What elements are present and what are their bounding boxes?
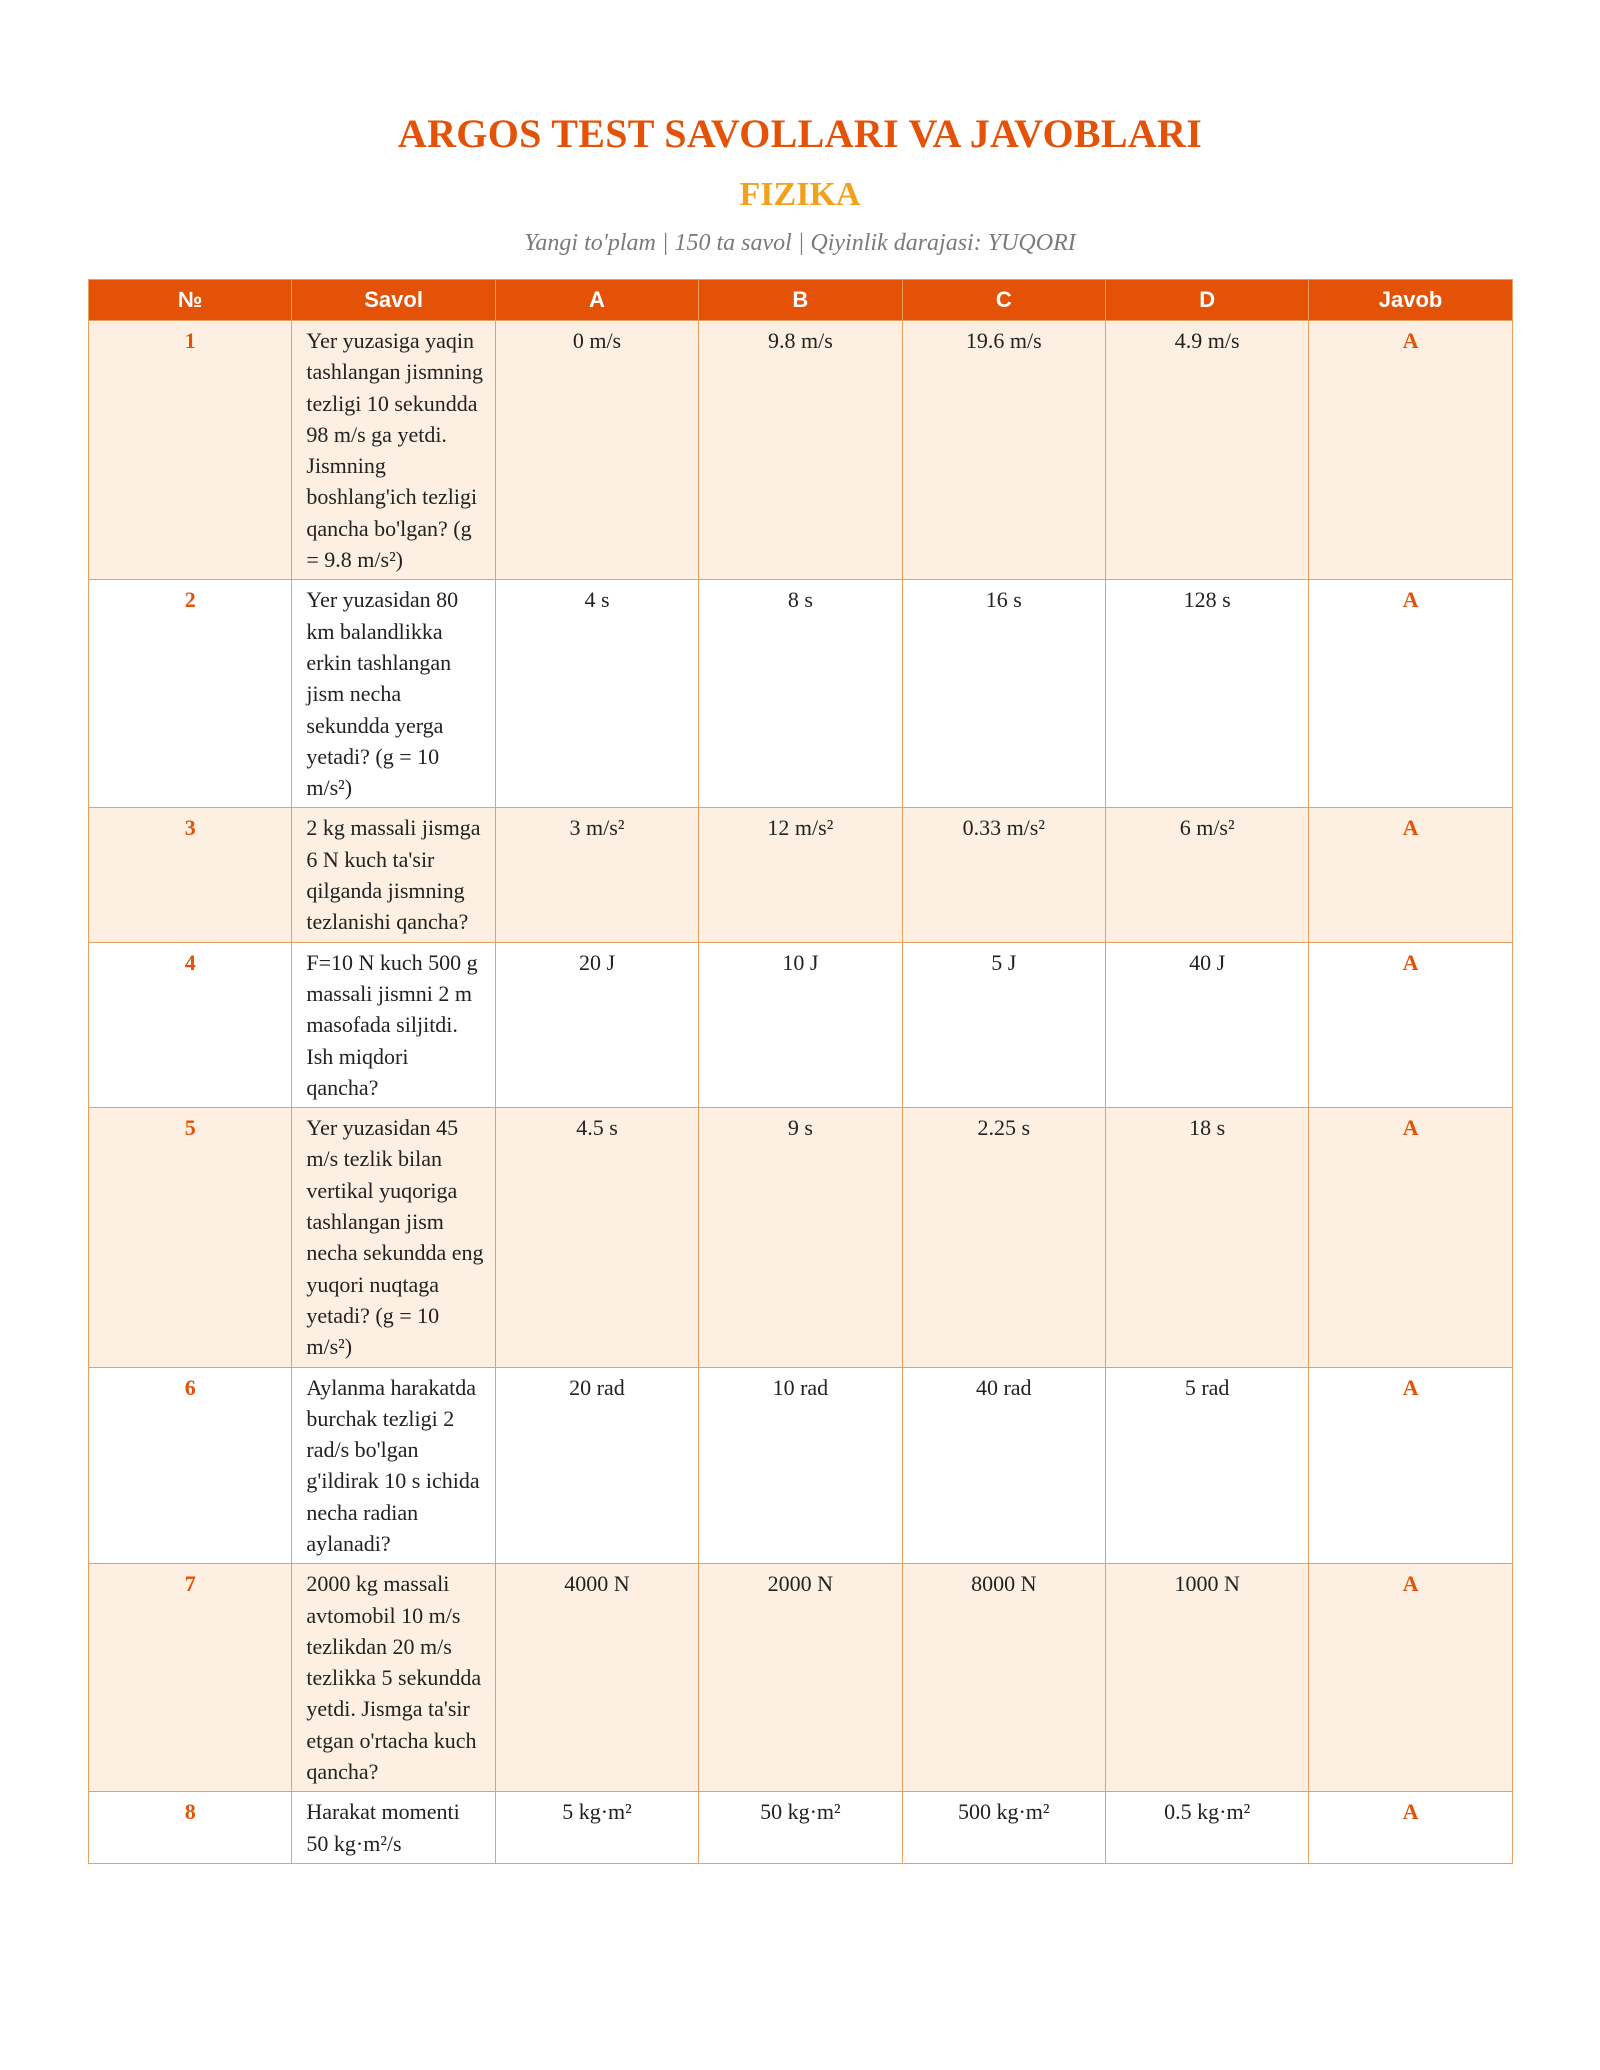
option-c: 8000 N bbox=[902, 1564, 1105, 1792]
question-number: 4 bbox=[89, 942, 292, 1107]
option-b: 50 kg·m² bbox=[699, 1792, 902, 1864]
option-c: 40 rad bbox=[902, 1367, 1105, 1564]
header-question: Savol bbox=[292, 280, 495, 321]
option-c: 16 s bbox=[902, 580, 1105, 808]
correct-answer: A bbox=[1309, 1792, 1512, 1864]
option-d: 40 J bbox=[1105, 942, 1308, 1107]
option-a: 4.5 s bbox=[495, 1108, 698, 1367]
correct-answer: A bbox=[1309, 1108, 1512, 1367]
option-d: 0.5 kg·m² bbox=[1105, 1792, 1308, 1864]
header-option-a: A bbox=[495, 280, 698, 321]
question-text: Yer yuzasidan 45 m/s tezlik bilan vertikal yuqoriga tashlangan jism necha sekundda eng yuqori nuqtaga yetadi? (g = 10 m/s²) bbox=[292, 1108, 495, 1367]
correct-answer: A bbox=[1309, 1367, 1512, 1564]
questions-table bbox=[88, 279, 1513, 1864]
question-number: 6 bbox=[89, 1367, 292, 1564]
option-a: 4000 N bbox=[495, 1564, 698, 1792]
document-title: ARGOS TEST SAVOLLARI VA JAVOBLARI bbox=[397, 111, 1203, 156]
table-row bbox=[89, 321, 1513, 580]
option-b: 10 J bbox=[699, 942, 902, 1107]
option-d: 1000 N bbox=[1105, 1564, 1308, 1792]
correct-answer: A bbox=[1309, 1564, 1512, 1792]
question-number: 7 bbox=[89, 1564, 292, 1792]
header-number: № bbox=[89, 280, 292, 321]
question-number: 8 bbox=[89, 1792, 292, 1864]
question-text: Harakat momenti 50 kg·m²/s bbox=[292, 1792, 495, 1864]
header-option-c: C bbox=[902, 280, 1105, 321]
option-c: 0.33 m/s² bbox=[902, 808, 1105, 942]
option-c: 5 J bbox=[902, 942, 1105, 1107]
option-a: 3 m/s² bbox=[495, 808, 698, 942]
option-b: 10 rad bbox=[699, 1367, 902, 1564]
option-b: 9 s bbox=[699, 1108, 902, 1367]
subject-heading: FIZIKA bbox=[739, 176, 861, 213]
question-text: F=10 N kuch 500 g massali jismni 2 m masofada siljitdi. Ish miqdori qancha? bbox=[292, 942, 495, 1107]
option-c: 500 kg·m² bbox=[902, 1792, 1105, 1864]
question-number: 1 bbox=[89, 321, 292, 580]
option-c: 19.6 m/s bbox=[902, 321, 1105, 580]
table-row bbox=[89, 1367, 1513, 1564]
table-row bbox=[89, 808, 1513, 942]
option-d: 18 s bbox=[1105, 1108, 1308, 1367]
question-number: 2 bbox=[89, 580, 292, 808]
option-b: 9.8 m/s bbox=[699, 321, 902, 580]
option-b: 2000 N bbox=[699, 1564, 902, 1792]
question-text: Yer yuzasiga yaqin tashlangan jismning tezligi 10 sekundda 98 m/s ga yetdi. Jismning boshlang'ich tezligi qancha bo'lgan? (g = 9.8 m/s²) bbox=[292, 321, 495, 580]
table-row bbox=[89, 580, 1513, 808]
correct-answer: A bbox=[1309, 942, 1512, 1107]
table-row bbox=[89, 1792, 1513, 1864]
option-b: 12 m/s² bbox=[699, 808, 902, 942]
question-text: Yer yuzasidan 80 km balandlikka erkin tashlangan jism necha sekundda yerga yetadi? (g = 10 m/s²) bbox=[292, 580, 495, 808]
option-a: 20 J bbox=[495, 942, 698, 1107]
correct-answer: A bbox=[1309, 580, 1512, 808]
collection-meta: Yangi to'plam | 150 ta savol | Qiyinlik darajasi: YUQORI bbox=[524, 230, 1076, 256]
question-text: 2 kg massali jismga 6 N kuch ta'sir qilganda jismning tezlanishi qancha? bbox=[292, 808, 495, 942]
question-number: 3 bbox=[89, 808, 292, 942]
correct-answer: A bbox=[1309, 321, 1512, 580]
option-b: 8 s bbox=[699, 580, 902, 808]
option-c: 2.25 s bbox=[902, 1108, 1105, 1367]
table-row bbox=[89, 942, 1513, 1107]
table-row bbox=[89, 1564, 1513, 1792]
option-d: 5 rad bbox=[1105, 1367, 1308, 1564]
option-a: 0 m/s bbox=[495, 321, 698, 580]
header-option-d: D bbox=[1105, 280, 1308, 321]
option-d: 128 s bbox=[1105, 580, 1308, 808]
option-a: 20 rad bbox=[495, 1367, 698, 1564]
option-d: 6 m/s² bbox=[1105, 808, 1308, 942]
question-text: Aylanma harakatda burchak tezligi 2 rad/s bo'lgan g'ildirak 10 s ichida necha radian aylanadi? bbox=[292, 1367, 495, 1564]
table-header-row bbox=[89, 280, 1513, 321]
option-a: 4 s bbox=[495, 580, 698, 808]
option-d: 4.9 m/s bbox=[1105, 321, 1308, 580]
correct-answer: A bbox=[1309, 808, 1512, 942]
question-text: 2000 kg massali avtomobil 10 m/s tezlikdan 20 m/s tezlikka 5 sekundda yetdi. Jismga ta'sir etgan o'rtacha kuch qancha? bbox=[292, 1564, 495, 1792]
header-answer: Javob bbox=[1309, 280, 1512, 321]
header-option-b: B bbox=[699, 280, 902, 321]
table-row bbox=[89, 1108, 1513, 1367]
question-number: 5 bbox=[89, 1108, 292, 1367]
option-a: 5 kg·m² bbox=[495, 1792, 698, 1864]
